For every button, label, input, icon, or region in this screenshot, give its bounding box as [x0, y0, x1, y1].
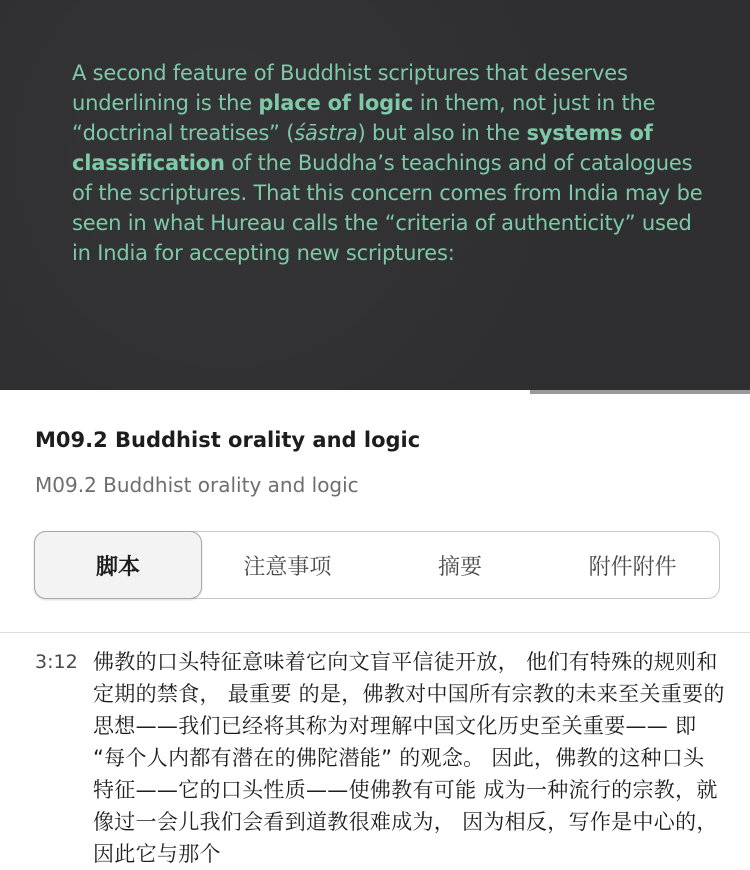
slide-video[interactable]: [0, 0, 750, 390]
slide-text-part: of the Buddha’s teachings and of catalogues of the scriptures. That this concern comes from India may be seen in what Hureau calls the “criteria of authenticity” used in India for accepting new scriptures:: [72, 151, 703, 265]
content-tabs: [34, 531, 720, 599]
lecture-title: M09.2 Buddhist orality and logic: [35, 428, 421, 452]
slide-text-part: in them, not just in the “doctrinal treatises” (: [72, 91, 656, 145]
tab-attachments[interactable]: 附件附件: [588, 554, 677, 580]
slide-text-part: śāstra: [294, 121, 358, 145]
slide-text-part: ) but also in the: [357, 121, 527, 145]
lecture-subtitle: M09.2 Buddhist orality and logic: [35, 473, 359, 497]
slide-text-part: A second feature of Buddhist scriptures that deserves underlining is the: [72, 61, 628, 115]
tab-transcript[interactable]: 脚本: [34, 531, 202, 599]
slide-text-part: systems of classification: [72, 121, 653, 175]
video-progress-fill: [0, 390, 530, 394]
slide-text: [72, 58, 712, 268]
transcript-timestamp[interactable]: 3:12: [35, 651, 78, 673]
divider: [0, 632, 750, 633]
slide-text-part: place of logic: [258, 91, 414, 115]
tab-notes[interactable]: 注意事项: [243, 554, 332, 580]
transcript-entry[interactable]: [35, 646, 725, 870]
tab-summary[interactable]: 摘要: [438, 554, 483, 580]
transcript-text: 佛教的口头特征意味着它向文盲平信徒开放， 他们有特殊的规则和定期的禁食， 最重要 的是，佛教对中国所有宗教的未来至关重要的思想——我们已经将其称为对理解中国文化历史至关重要—— 即 “每个人内都有潜在的佛陀潜能” 的观念。 因此，佛教的这种口头特征——它的口头性质——使佛教有可能 成为一种流行的宗教，就像过一会儿我们会看到道教很难成为， 因为相反，写作是中心的， 因此它与那个: [93, 650, 725, 866]
video-progress-bar[interactable]: [0, 390, 750, 394]
